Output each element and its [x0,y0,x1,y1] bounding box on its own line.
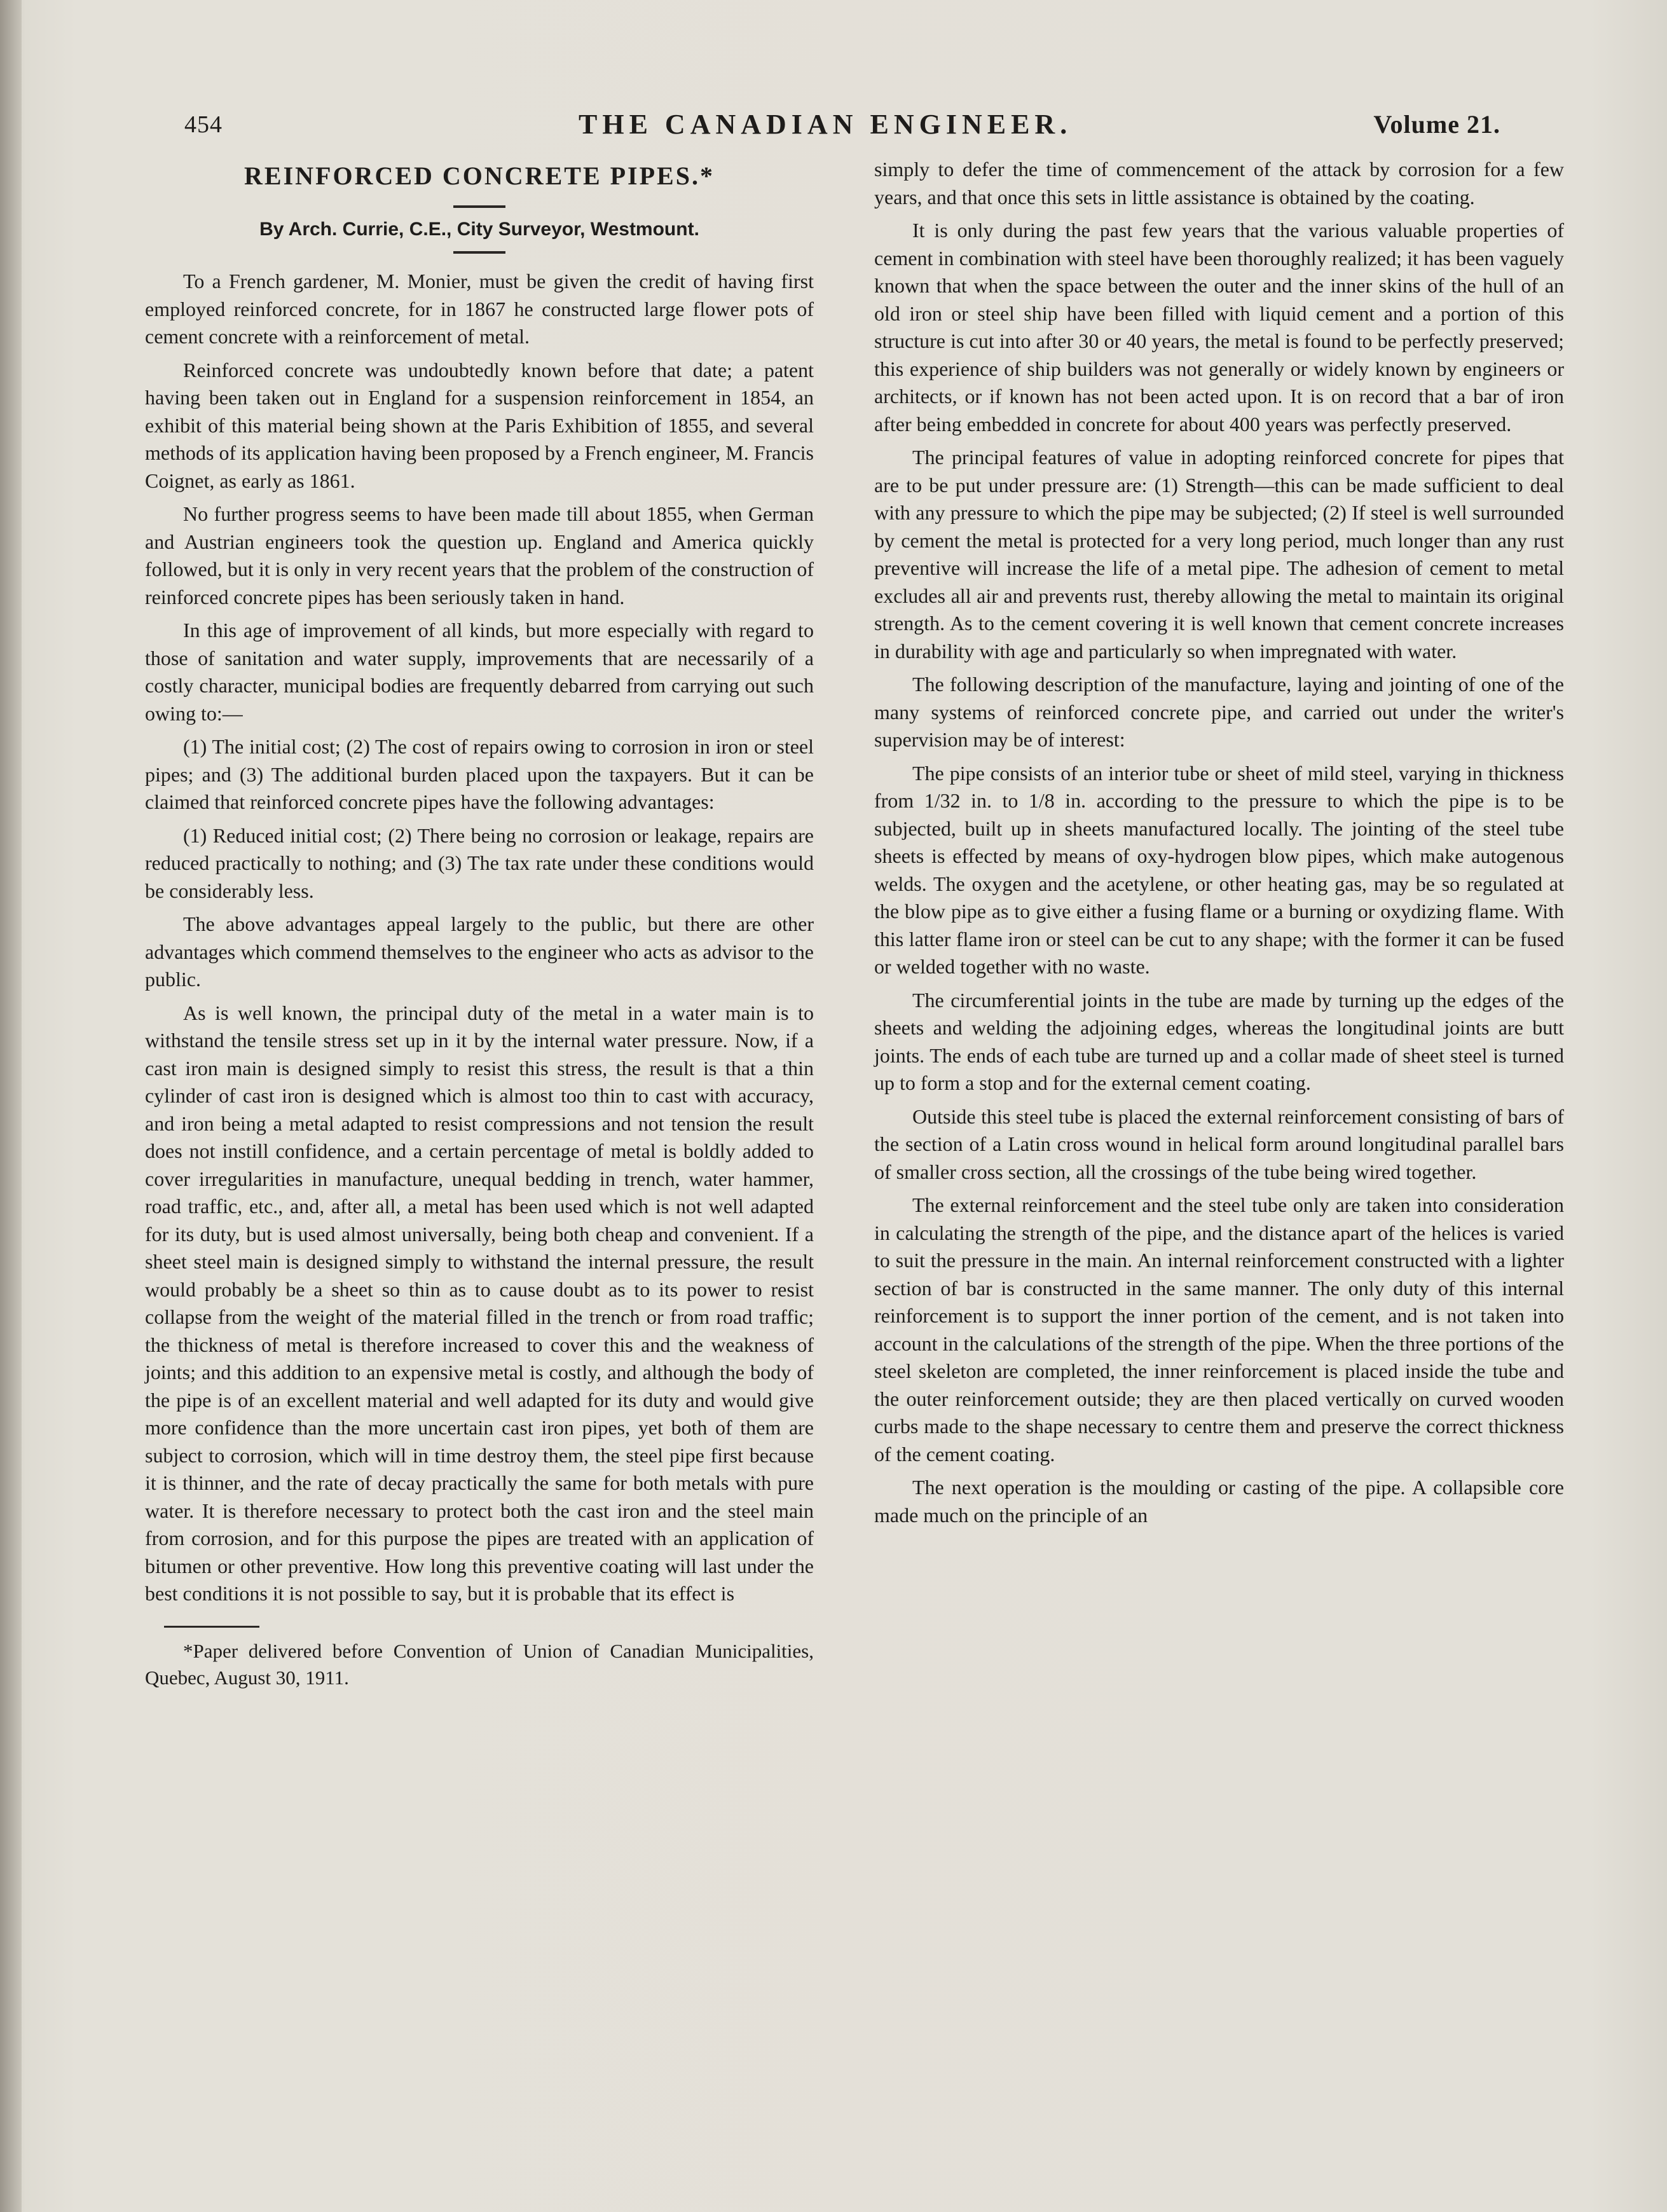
paragraph: Reinforced concrete was undoubtedly known before that date; a patent having been taken out in England for a suspension reinforcement in 1854, an exhibit of this material being shown at the Paris Exhibition of 1855, and several methods of its application having been proposed by a French engineer, M. Francis Coignet, as early as 1861. [145,358,814,492]
paragraph: It is only during the past few years that the various valuable properties of cement in combination with steel have been thoroughly realized; it has been vaguely known that when the space between the outer and the inner skins of the hull of an old iron or steel ship have been filled with liquid cement and a portion of this structure is cut into after 30 or 40 years, the metal is found to be perfectly preserved; this experience of ship builders was not generally or widely known by engineers or architects, or if known has not been acted upon. It is on record that a bar of iron after being embedded in concrete for about 400 years was perfectly preserved. [874,219,1564,436]
paragraph: Outside this steel tube is placed the external reinforcement consisting of bars of the section of a Latin cross wound in helical form around longitudinal parallel bars of smaller cross section, all the crossings of the tube being wired together. [874,1104,1564,1183]
paragraph: (1) Reduced initial cost; (2) There being no corrosion or leakage, repairs are reduced practically to nothing; and (3) The tax rate under these conditions would be considerably less. [145,823,814,902]
paragraph: The above advantages appeal largely to the public, but there are other advantages which commend themselves to the engineer who acts as advisor to the public. [145,912,814,991]
right-column [874,156,1564,1535]
byline-divider [453,251,505,254]
paragraph: The external reinforcement and the steel tube only are taken into consideration in calculating the strength of the pipe, and the distance apart of the helices is varied to suit the pressure in the main. An internal reinforcement constructed with a lighter section of bar is constructed in the same manner. The only duty of this internal reinforcement is to support the inner portion of the cement, and is not taken into account in the calculations of the strength of the pipe. When the three portions of the steel skeleton are completed, the inner reinforcement is placed inside the tube and the outer reinforcement outside; they are then placed vertically on curved wooden curbs made to the shape necessary to centre them and preserve the correct thickness of the cement coating. [874,1193,1564,1466]
paragraph: In this age of improvement of all kinds, but more especially with regard to those of sanitation and water supply, improvements that are necessarily of a costly character, municipal bodies are frequently debarred from carrying out such owing to:— [145,619,814,725]
paragraph: As is well known, the principal duty of the metal in a water main is to withstand the tensile stress set up in it by the internal water pressure. Now, if a cast iron main is designed simply to resist this stress, the result is that a thin cylinder of cast iron is designed which is almost too thin to cast with accuracy, and iron being a metal adapted to resist compressions and not tension the result does not instill confidence, and a certain percentage of metal is boldly added to cover irregularities in manufacture, unequal bedding in trench, water hammer, road traffic, etc., and, after all, a metal has been used which is not well adapted for its duty, but is used almost universally, being both cheap and convenient. If a sheet steel main is designed simply to withstand the internal pressure, the result would probably be a sheet so thin as to cause doubt as to its power to resist collapse from the weight of the material filled in the trench or from road traffic; the thickness of metal is therefore increased to cover this and the weakness of joints; and this addition to an expensive metal is costly, and although the body of the pipe is of an excellent material and well adapted for its duty and would give more confidence than the more uncertain cast iron pipes, yet both of them are subject to corrosion, which will in time destroy them, the steel pipe first because it is thinner, and the rate of decay practically the same for both metals with pure water. It is therefore necessary to protect both the cast iron and the steel main from corrosion, and for this purpose the pipes are treated with an application of bitumen or other preventive. How long this preventive coating will last under the best conditions it is not possible to say, but it is probable that its effect is [145,1001,814,1605]
page-number: 454 [184,111,223,138]
left-column [145,156,814,1697]
footnote-divider [164,1626,259,1628]
title-divider [453,205,505,208]
paragraph: No further progress seems to have been made till about 1855, when German and Austrian engineers took the question up. England and America quickly followed, but it is only in very recent years that the problem of the construction of reinforced concrete pipes has been seriously taken in hand. [145,502,814,608]
book-spine-shadow [0,0,22,2212]
journal-title: THE CANADIAN ENGINEER. [579,109,1073,140]
paragraph: The principal features of value in adopting reinforced concrete for pipes that are to be put under pressure are: (1) Strength—this can be made sufficient to deal with any pressure to which the pipe may be subjected; (2) If steel is well surrounded by cement the metal is protected for a very long period, much longer than any rust preventive will increase the life of a metal pipe. The adhesion of cement to metal excludes all air and prevents rust, thereby allowing the metal to maintain its original strength. As to the cement covering it is well known that cement concrete increases in durability with age and particularly so when impregnated with water. [874,446,1564,663]
paragraph: (1) The initial cost; (2) The cost of repairs owing to corrosion in iron or steel pipes; and (3) The additional burden placed upon the taxpayers. But it can be claimed that reinforced concrete pipes have the following advantages: [145,735,814,813]
paragraph: The following description of the manufacture, laying and jointing of one of the many systems of reinforced concrete pipe, and carried out under the writer's supervision may be of interest: [874,673,1564,751]
page-header [184,108,1500,146]
article-byline: By Arch. Currie, C.E., City Surveyor, Westmount. [259,219,699,240]
paragraph: The pipe consists of an interior tube or sheet of mild steel, varying in thickness from 1/32 in. to 1/8 in. according to the pressure to which the pipe is to be subjected, built up in sheets manufactured locally. The jointing of the steel tube sheets is effected by means of oxy-hydrogen blow pipes, which make autogenous welds. The oxygen and the acetylene, or other heating gas, may be so regulated at the blow pipe as to give either a fusing flame or a burning or oxydizing flame. With this latter flame iron or steel can be cut to any shape; with the former it can be fused or welded together with no waste. [874,761,1564,978]
paragraph: To a French gardener, M. Monier, must be given the credit of having first employed reinforced concrete, for in 1867 he constructed large flower pots of cement concrete with a reinforcement of metal. [145,270,814,348]
paragraph: simply to defer the time of commencement of the attack by corrosion for a few years, and that once this sets in little assistance is obtained by the coating. [874,158,1564,209]
volume-label: Volume 21. [1373,110,1500,139]
paragraph: The circumferential joints in the tube are made by turning up the edges of the sheets and welding the adjoining edges, whereas the longitudinal joints are butt joints. The ends of each tube are turned up and a collar made of sheet steel is turned up to form a stop and for the external cement coating. [874,988,1564,1094]
article-title: REINFORCED CONCRETE PIPES.* [244,161,715,190]
paragraph: The next operation is the moulding or casting of the pipe. A collapsible core made much on the principle of an [874,1476,1564,1527]
footnote: *Paper delivered before Convention of Union of Canadian Municipalities, Quebec, August 30, 1911. [145,1639,814,1689]
